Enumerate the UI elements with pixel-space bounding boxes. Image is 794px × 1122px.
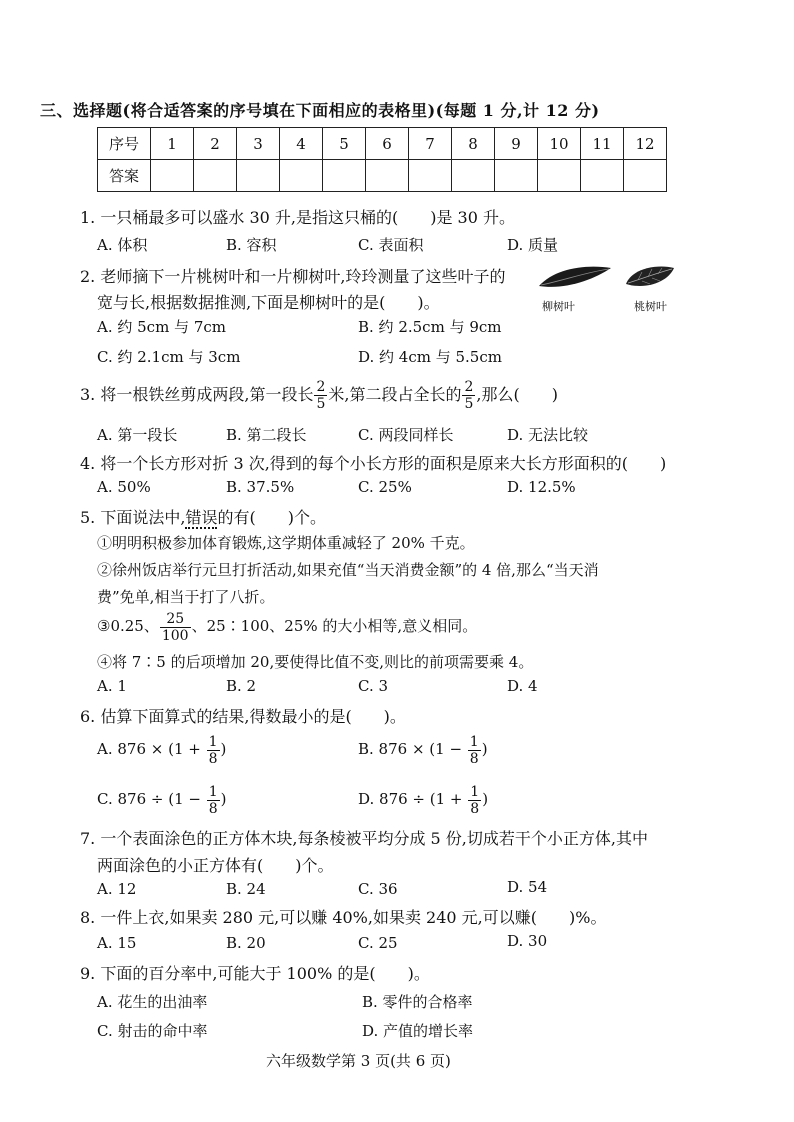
q3-fraction-1-numerator: 2 (316, 379, 326, 395)
number-cell: 1 (151, 128, 194, 160)
q4-option-c[interactable]: C. 25% (358, 478, 412, 496)
q1-option-c[interactable]: C. 表面积 (358, 236, 424, 254)
q5-option-b[interactable]: B. 2 (226, 677, 257, 695)
row-label-answer: 答案 (98, 160, 151, 192)
q6-option-a[interactable] (97, 730, 226, 768)
q5-statement-2-line-2: 费”免单,相当于打了八折。 (97, 588, 275, 606)
q3-option-a[interactable]: A. 第一段长 (97, 426, 178, 444)
q6-option-b[interactable] (358, 730, 488, 768)
q6-c-text: C. 876 ÷ (1 − (97, 790, 206, 808)
q6-a-numerator: 1 (208, 733, 218, 750)
answer-row (98, 160, 667, 192)
willow-leaf-illustration (535, 262, 615, 292)
q4-option-a[interactable]: A. 50% (97, 478, 151, 496)
number-row (98, 128, 667, 160)
q5-statement-3 (97, 609, 477, 643)
q2-option-c[interactable]: C. 约 2.1cm 与 3cm (97, 348, 241, 366)
q4-option-b[interactable]: B. 37.5% (226, 478, 295, 496)
answer-table (97, 127, 667, 192)
answer-cell[interactable] (581, 160, 624, 192)
answer-cell[interactable] (452, 160, 495, 192)
answer-cell[interactable] (538, 160, 581, 192)
question-4: 4. 将一个长方形对折 3 次,得到的每个小长方形的面积是原来大长方形面积的( ) (80, 454, 667, 473)
q6-b-close: ) (481, 740, 488, 758)
number-cell: 7 (409, 128, 452, 160)
q3-fraction-1 (314, 380, 327, 411)
row-label-number: 序号 (98, 128, 151, 160)
q2-option-b[interactable]: B. 约 2.5cm 与 9cm (358, 318, 502, 336)
q3-option-b[interactable]: B. 第二段长 (226, 426, 307, 444)
q5-text-end: 的有( )个。 (217, 508, 326, 527)
q5-emphasis-wrong: 错误 (185, 508, 218, 527)
q5-option-d[interactable]: D. 4 (507, 677, 538, 695)
q3-fraction-2-denominator: 5 (464, 396, 474, 412)
q6-c-close: ) (220, 790, 227, 808)
q8-option-a[interactable]: A. 15 (97, 934, 137, 952)
q1-option-b[interactable]: B. 容积 (226, 236, 277, 254)
number-cell: 3 (237, 128, 280, 160)
number-cell: 11 (581, 128, 624, 160)
q6-c-denominator: 8 (208, 800, 218, 817)
q6-d-text: D. 876 ÷ (1 + (358, 790, 468, 808)
number-cell: 10 (538, 128, 581, 160)
q5-s3-denominator: 100 (161, 627, 189, 644)
number-cell: 6 (366, 128, 409, 160)
answer-cell[interactable] (624, 160, 667, 192)
q3-fraction-2-numerator: 2 (464, 379, 474, 395)
q6-b-denominator: 8 (469, 750, 479, 767)
q2-option-a[interactable]: A. 约 5cm 与 7cm (97, 318, 227, 336)
question-2-line-1: 2. 老师摘下一片桃树叶和一片柳树叶,玲玲测量了这些叶子的 (80, 267, 506, 286)
q5-option-c[interactable]: C. 3 (358, 677, 389, 695)
page-footer: 六年级数学第 3 页(共 6 页) (266, 1052, 451, 1070)
q6-c-fraction (207, 785, 220, 816)
q5-statement-2-line-1: ②徐州饭店举行元旦打折活动,如果充值“当天消费金额”的 4 倍,那么“当天消 (97, 561, 599, 579)
q3-fraction-2 (462, 380, 475, 411)
number-cell: 5 (323, 128, 366, 160)
q6-d-close: ) (482, 790, 489, 808)
q3-fraction-1-denominator: 5 (316, 396, 326, 412)
q6-b-numerator: 1 (469, 733, 479, 750)
q6-a-denominator: 8 (208, 750, 218, 767)
peach-leaf-caption: 桃树叶 (634, 300, 667, 313)
q7-option-d[interactable]: D. 54 (507, 878, 548, 896)
q6-d-denominator: 8 (470, 800, 480, 817)
number-cell: 2 (194, 128, 237, 160)
q1-option-a[interactable]: A. 体积 (97, 236, 148, 254)
question-9: 9. 下面的百分率中,可能大于 100% 的是( )。 (80, 964, 430, 983)
answer-cell[interactable] (366, 160, 409, 192)
q3-text-start: 3. 将一根铁丝剪成两段,第一段长 (80, 385, 314, 404)
number-cell: 8 (452, 128, 495, 160)
q3-text-middle: 米,第二段占全长的 (328, 385, 462, 404)
question-3 (80, 378, 558, 412)
question-7-line-2: 两面涂色的小正方体有( )个。 (97, 856, 334, 875)
q5-s3-fraction (160, 612, 191, 643)
answer-cell[interactable] (409, 160, 452, 192)
q3-text-end: ,那么( ) (476, 385, 558, 404)
question-5 (80, 505, 326, 528)
question-6: 6. 估算下面算式的结果,得数最小的是( )。 (80, 707, 406, 726)
q2-option-d[interactable]: D. 约 4cm 与 5.5cm (358, 348, 502, 366)
number-cell: 4 (280, 128, 323, 160)
q4-option-d[interactable]: D. 12.5% (507, 478, 576, 496)
question-1: 1. 一只桶最多可以盛水 30 升,是指这只桶的( )是 30 升。 (80, 208, 515, 227)
q6-option-c[interactable] (97, 780, 227, 818)
q6-a-fraction (207, 735, 220, 766)
q6-b-text: B. 876 × (1 − (358, 740, 467, 758)
q9-option-d[interactable]: D. 产值的增长率 (362, 1022, 474, 1040)
question-8: 8. 一件上衣,如果卖 280 元,可以赚 40%,如果卖 240 元,可以赚( )%。 (80, 908, 607, 927)
willow-leaf-caption: 柳树叶 (542, 300, 575, 313)
q1-option-d[interactable]: D. 质量 (507, 236, 559, 254)
number-cell: 12 (624, 128, 667, 160)
answer-cell[interactable] (323, 160, 366, 192)
q8-option-c[interactable]: C. 25 (358, 934, 398, 952)
q5-statement-1: ①明明积极参加体育锻炼,这学期体重减轻了 20% 千克。 (97, 534, 475, 552)
q5-s3-start: ③0.25、 (97, 617, 159, 635)
peach-leaf-illustration (622, 262, 678, 292)
q6-a-close: ) (220, 740, 227, 758)
q7-option-b[interactable]: B. 24 (226, 880, 266, 898)
q9-option-a[interactable]: A. 花生的出油率 (97, 993, 208, 1011)
question-7-line-1: 7. 一个表面涂色的正方体木块,每条棱被平均分成 5 份,切成若干个小正方体,其中 (80, 829, 648, 848)
q5-s3-numerator: 25 (160, 612, 191, 628)
section-title: 三、选择题(将合适答案的序号填在下面相应的表格里)(每题 1 分,计 12 分) (40, 101, 600, 120)
q5-option-a[interactable]: A. 1 (97, 677, 127, 695)
q9-option-c[interactable]: C. 射击的命中率 (97, 1022, 208, 1040)
answer-cell[interactable] (151, 160, 194, 192)
q6-option-d[interactable] (358, 780, 488, 818)
q3-option-d[interactable]: D. 无法比较 (507, 426, 589, 444)
q3-option-c[interactable]: C. 两段同样长 (358, 426, 454, 444)
q6-c-numerator: 1 (208, 783, 218, 800)
q8-option-b[interactable]: B. 20 (226, 934, 266, 952)
q6-a-text: A. 876 × (1 + (97, 740, 206, 758)
answer-cell[interactable] (237, 160, 280, 192)
answer-cell[interactable] (194, 160, 237, 192)
q6-b-fraction (468, 735, 481, 766)
q8-option-d[interactable]: D. 30 (507, 932, 548, 950)
q9-option-b[interactable]: B. 零件的合格率 (362, 993, 473, 1011)
q6-d-fraction (468, 785, 481, 816)
q7-option-a[interactable]: A. 12 (97, 880, 137, 898)
q5-statement-4: ④将 7∶5 的后项增加 20,要使得比值不变,则比的前项需要乘 4。 (97, 653, 534, 671)
q7-option-c[interactable]: C. 36 (358, 880, 398, 898)
q5-text-start: 5. 下面说法中, (80, 508, 186, 527)
answer-cell[interactable] (495, 160, 538, 192)
q5-s3-end: 、25∶100、25% 的大小相等,意义相同。 (191, 617, 478, 635)
q6-d-numerator: 1 (470, 783, 480, 800)
number-cell: 9 (495, 128, 538, 160)
question-2-line-2: 宽与长,根据数据推测,下面是柳树叶的是( )。 (97, 293, 440, 312)
answer-cell[interactable] (280, 160, 323, 192)
